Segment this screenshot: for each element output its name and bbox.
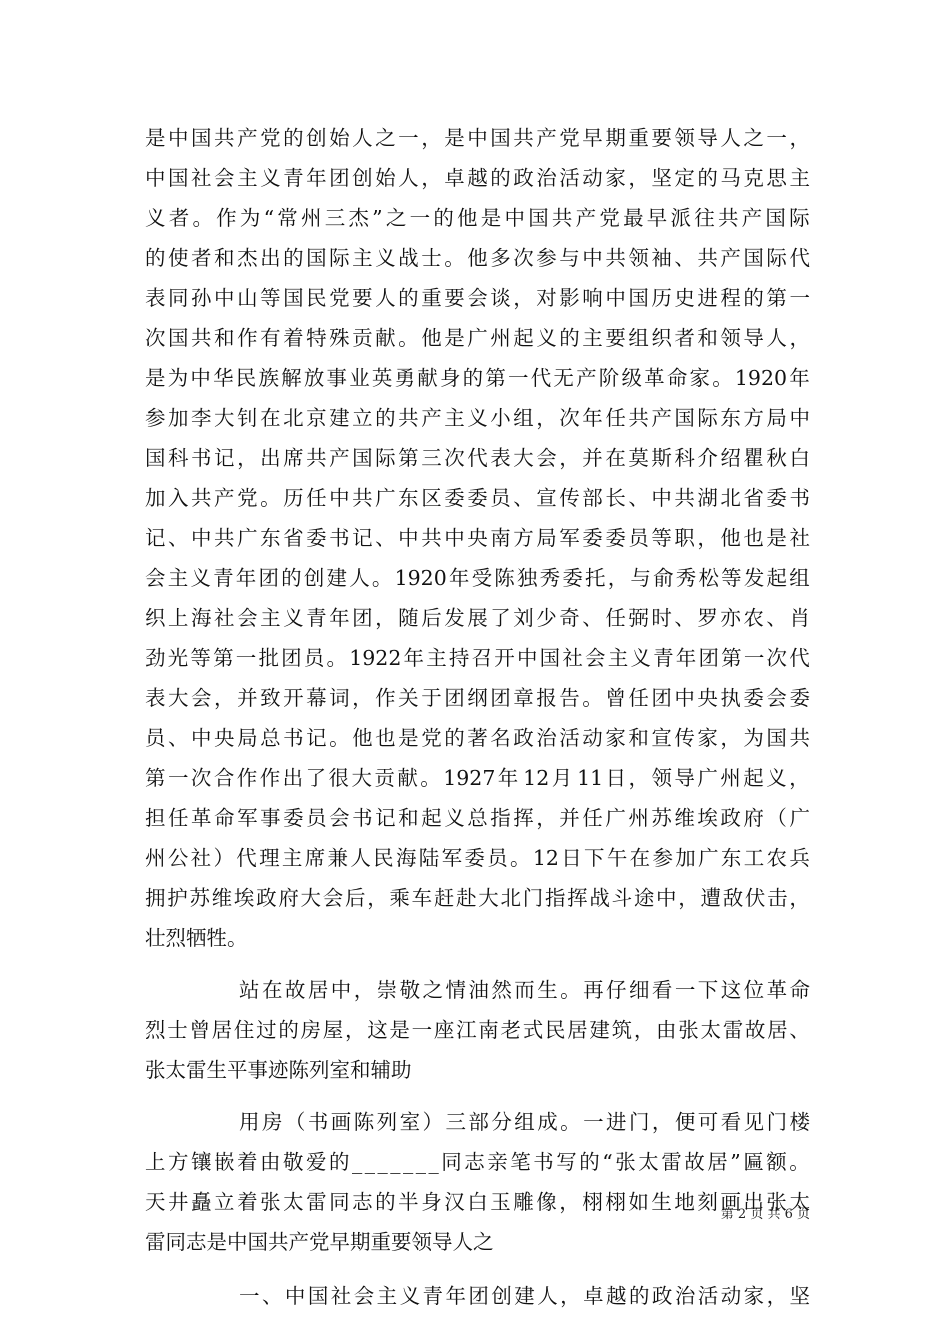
text-line: 上 方 镶 嵌 着 由 敬 爱 的 _ _ _ _ _ _ _ 同 志 亲 笔 书 写 的 “ 张 太 雷 故 居 ” 匾 额 。 (145, 1150, 810, 1174)
text-line: 中 国 社 会 主 义 青 年 团 创 始 人 ， 卓 越 的 政 治 活 动 家 ， 坚 定 的 马 克 思 主 (145, 166, 810, 190)
text-line: 天 井 矗 立 着 张 太 雷 同 志 的 半 身 汉 白 玉 雕 像 ， 栩 栩 如 生 地 刻 画 出 张 太 (145, 1190, 810, 1214)
page-number: 第 2 页 共 6 页 (720, 1207, 810, 1222)
text-line: 壮烈牺牲。 (145, 926, 248, 950)
text-line: 张太雷生平事迹陈列室和辅助 (145, 1058, 412, 1082)
paragraph-4 (145, 1276, 810, 1316)
text-line: 加 入 共 产 党 。 历 任 中 共 广 东 区 委 委 员 、 宣 传 部 长 、 中 共 湖 北 省 委 书 (145, 486, 810, 510)
text-line: 表 同 孙 中 山 等 国 民 党 要 人 的 重 要 会 谈 ， 对 影 响 中 国 历 史 进 程 的 第 一 (145, 286, 810, 310)
text-line: 担 任 革 命 军 事 委 员 会 书 记 和 起 义 总 指 挥 ， 并 任 广 州 苏 维 埃 政 府 （ 广 (145, 806, 810, 830)
text-line: 用 房 （ 书 画 陈 列 室 ） 三 部 分 组 成 。 一 进 门 ， 便 可 看 见 门 楼 (239, 1110, 810, 1134)
text-line: 是 为 中 华 民 族 解 放 事 业 英 勇 献 身 的 第 一 代 无 产 阶 级 革 命 家 。 1920 年 (145, 366, 810, 390)
text-line: 雷同志是中国共产党早期重要领导人之 (145, 1230, 494, 1254)
text-line: 第 一 次 合 作 作 出 了 很 大 贡 献 。 1927 年 12 月 11 日 ， 领 导 广 州 起 义 ， (145, 766, 810, 790)
text-line: 州 公 社 ） 代 理 主 席 兼 人 民 海 陆 军 委 员 。 12 日 下 午 在 参 加 广 东 工 农 兵 (145, 846, 810, 870)
text-line: 义 者 。 作 为 “ 常 州 三 杰 ” 之 一 的 他 是 中 国 共 产 党 最 早 派 往 共 产 国 际 (145, 206, 810, 230)
text-line: 表 大 会 ， 并 致 开 幕 词 ， 作 关 于 团 纲 团 章 报 告 。 曾 任 团 中 央 执 委 会 委 (145, 686, 810, 710)
text-line: 的 使 者 和 杰 出 的 国 际 主 义 战 士 。 他 多 次 参 与 中 共 领 袖 、 共 产 国 际 代 (145, 246, 810, 270)
text-line: 一 、 中 国 社 会 主 义 青 年 团 创 建 人 ， 卓 越 的 政 治 活 动 家 ， 坚 (239, 1284, 810, 1308)
text-line: 次 国 共 和 作 有 着 特 殊 贡 献 。 他 是 广 州 起 义 的 主 要 组 织 者 和 领 导 人 ， (145, 326, 810, 350)
document-body (145, 118, 810, 1316)
paragraph-3 (145, 1102, 810, 1262)
text-line: 烈 士 曾 居 住 过 的 房 屋 ， 这 是 一 座 江 南 老 式 民 居 建 筑 ， 由 张 太 雷 故 居 、 (145, 1018, 810, 1042)
text-line: 国 科 书 记 ， 出 席 共 产 国 际 第 三 次 代 表 大 会 ， 并 在 莫 斯 科 介 绍 瞿 秋 白 (145, 446, 810, 470)
text-line: 织 上 海 社 会 主 义 青 年 团 ， 随 后 发 展 了 刘 少 奇 、 任 弼 时 、 罗 亦 农 、 肖 (145, 606, 810, 630)
text-line: 会 主 义 青 年 团 的 创 建 人 。 1920 年 受 陈 独 秀 委 托 ， 与 俞 秀 松 等 发 起 组 (145, 566, 810, 590)
text-line: 是 中 国 共 产 党 的 创 始 人 之 一 ， 是 中 国 共 产 党 早 期 重 要 领 导 人 之 一 ， (145, 126, 810, 150)
paragraph-2 (145, 970, 810, 1090)
paragraph-1 (145, 118, 810, 958)
text-line: 站 在 故 居 中 ， 崇 敬 之 情 油 然 而 生 。 再 仔 细 看 一 下 这 位 革 命 (239, 978, 810, 1002)
text-line: 劲 光 等 第 一 批 团 员 。 1922 年 主 持 召 开 中 国 社 会 主 义 青 年 团 第 一 次 代 (145, 646, 810, 670)
text-line: 拥 护 苏 维 埃 政 府 大 会 后 ， 乘 车 赶 赴 大 北 门 指 挥 战 斗 途 中 ， 遭 敌 伏 击 ， (145, 886, 810, 910)
text-line: 记 、 中 共 广 东 省 委 书 记 、 中 共 中 央 南 方 局 军 委 委 员 等 职 ， 他 也 是 社 (145, 526, 810, 550)
text-line: 员 、 中 央 局 总 书 记 。 他 也 是 党 的 著 名 政 治 活 动 家 和 宣 传 家 ， 为 国 共 (145, 726, 810, 750)
text-line: 参 加 李 大 钊 在 北 京 建 立 的 共 产 主 义 小 组 ， 次 年 任 共 产 国 际 东 方 局 中 (145, 406, 810, 430)
